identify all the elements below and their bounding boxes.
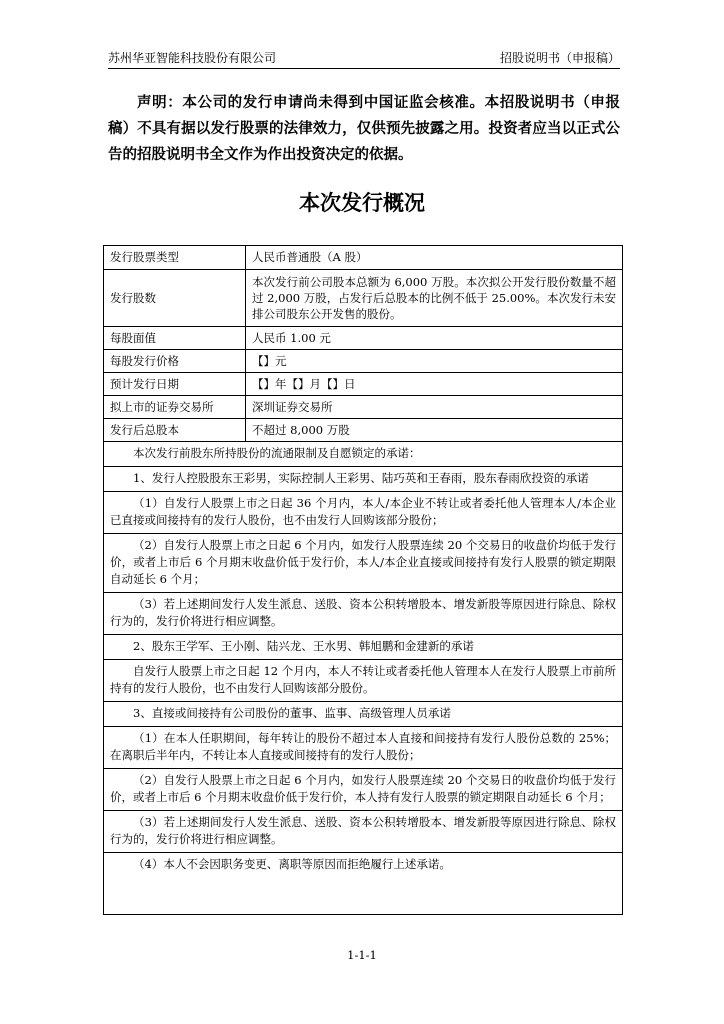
commitment-paragraph: （1）在本人任职期间，每年转让的股份不超过本人直接和间接持有发行人股份总数的 25%；在离职后半年内，不转让本人直接或间接持有的发行人股份； [104,727,622,769]
commitment-paragraph: 3、直接或间接持有公司股份的董事、监事、高级管理人员承诺 [104,702,622,727]
table-row-value: 本次发行前公司股本总额为 6,000 万股。本次拟公开发行股份数量不超过 2,000 万股，占发行后总股本的比例不低于 25.00%。本次发行未安排公司股东公开发售的股份。 [246,269,623,326]
table-row-label: 预计发行日期 [104,372,246,395]
commitment-paragraph: （3）若上述期间发行人发生派息、送股、资本公积转增股本、增发新股等原因进行除息、除权行为的，发行价将进行相应调整。 [104,811,622,853]
commitment-paragraph: （2）自发行人股票上市之日起 6 个月内，如发行人股票连续 20 个交易日的收盘价均低于发行价，或者上市后 6 个月期末收盘价低于发行价，本人持有发行人股票的锁定期限自动延长 6 个月； [104,769,622,811]
table-row-value: 人民币普通股（A 股） [246,246,623,269]
table-row-value: 不超过 8,000 万股 [246,418,623,441]
lockup-commitments [104,442,622,877]
commitment-paragraph: （1）自发行人股票上市之日起 36 个月内，本人/本企业不转让或者委托他人管理本人/本企业已直接或间接持有的发行人股份，也不由发行人回购该部分股份； [104,492,622,534]
commitment-paragraph: （4）本人不会因职务变更、离职等原因而拒绝履行上述承诺。 [133,856,451,871]
table-row-label: 拟上市的证券交易所 [104,395,246,418]
table-row-value: 深圳证券交易所 [246,395,623,418]
disclaimer-statement: 声明：本公司的发行申请尚未得到中国证监会核准。本招股说明书（申报稿）不具有据以发行股票的法律效力，仅供预先披露之用。投资者应当以正式公告的招股说明书全文作为作出投资决定的依据。 [108,95,620,163]
table-row-label: 发行股票类型 [104,246,246,269]
table-row-value: 【】元 [246,349,623,372]
page-number: 1-1-1 [347,948,377,962]
header-divider [108,68,620,69]
commitment-paragraph: （3）若上述期间发行人发生派息、送股、资本公积转增股本、增发新股等原因进行除息、除权行为的，发行价将进行相应调整。 [104,593,622,635]
section-title: 本次发行概况 [299,191,425,215]
table-row-label: 每股面值 [104,326,246,349]
table-row [104,269,622,326]
header-company-name: 苏州华亚智能科技股份有限公司 [108,51,277,65]
commitment-paragraph: （2）自发行人股票上市之日起 6 个月内，如发行人股票连续 20 个交易日的收盘价均低于发行价，或者上市后 6 个月期末收盘价低于发行价，本人/本企业直接或间接持有发行人股票的锁定期限自动延长 6 个月； [104,534,622,593]
table-row [104,372,622,395]
commitment-paragraph: 1、发行人控股股东王彩男，实际控制人王彩男、陆巧英和王春雨，股东春雨欣投资的承诺 [104,467,622,492]
commitment-paragraph: 本次发行前股东所持股份的流通限制及自愿锁定的承诺： [104,442,622,467]
offering-overview-box [103,245,623,915]
table-row-label: 每股发行价格 [104,349,246,372]
table-row [104,395,622,418]
table-row-value: 【】年【】月【】日 [246,372,623,395]
table-row [104,326,622,349]
table-row [104,246,622,269]
header-document-type: 招股说明书（申报稿） [499,51,620,65]
table-row [104,418,622,441]
table-row-label: 发行后总股本 [104,418,246,441]
page-header [108,48,620,68]
table-row [104,349,622,372]
table-row-label: 发行股数 [104,269,246,326]
offering-info-table [104,246,622,442]
table-row-value: 人民币 1.00 元 [246,326,623,349]
commitment-paragraph: 自发行人股票上市之日起 12 个月内，本人不转让或者委托他人管理本人在发行人股票上市前所持有的发行人股份，也不由发行人回购该部分股份。 [104,660,622,702]
commitment-paragraph: 2、股东王学军、王小刚、陆兴龙、王水男、韩旭鹏和金建新的承诺 [104,635,622,660]
